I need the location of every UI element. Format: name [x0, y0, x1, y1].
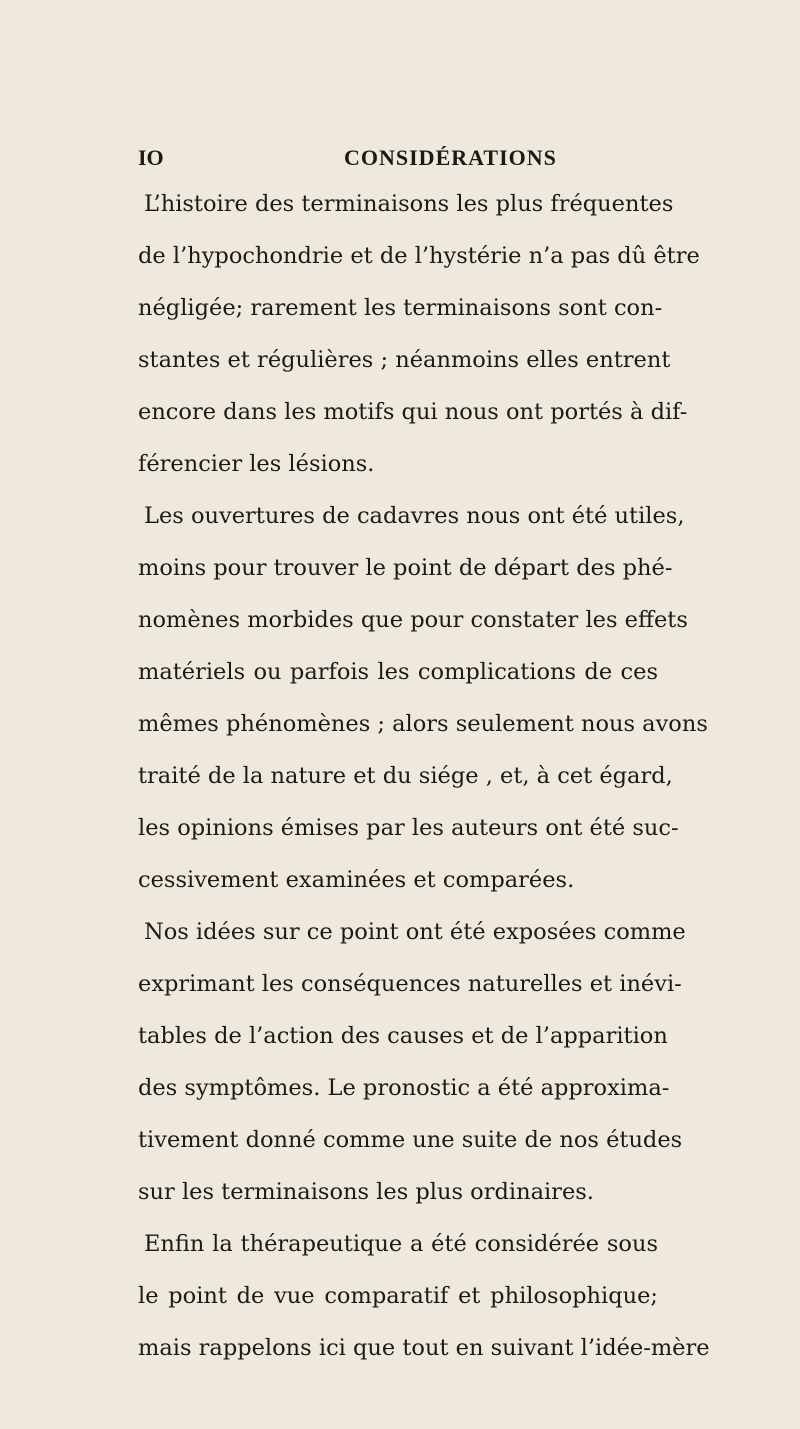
text-line: stantes et régulières ; néanmoins elles entrent: [138, 347, 671, 373]
text-line: Nos idées sur ce point ont été exposées comme: [144, 919, 686, 945]
text-line: tables de l’action des causes et de l’apparition: [138, 1023, 668, 1049]
running-head: [138, 145, 658, 175]
text-line: mais rappelons ici que tout en suivant l’idée-mère: [138, 1335, 710, 1361]
text-line: des symptômes. Le pronostic a été approxima-: [138, 1075, 670, 1101]
body-text: [138, 178, 710, 1374]
text-line: exprimant les conséquences naturelles et inévi-: [138, 971, 682, 997]
running-title: CONSIDÉRATIONS: [344, 145, 557, 170]
text-line: nomènes morbides que pour constater les effets: [138, 607, 688, 633]
text-line: moins pour trouver le point de départ des phé-: [138, 555, 673, 581]
text-line: encore dans les motifs qui nous ont portés à dif-: [138, 399, 688, 425]
text-line: tivement donné comme une suite de nos études: [138, 1127, 683, 1153]
text-line: L’histoire des terminaisons les plus fréquentes: [144, 191, 674, 217]
text-line: sur les terminaisons les plus ordinaires.: [138, 1179, 594, 1205]
text-line: négligée; rarement les terminaisons sont con-: [138, 295, 663, 321]
text-line: de l’hypochondrie et de l’hystérie n’a pas dû être: [138, 243, 700, 269]
text-line: Enfin la thérapeutique a été considérée sous: [144, 1231, 658, 1257]
text-line: matériels ou parfois les complications de ces: [138, 659, 658, 685]
text-line: mêmes phénomènes ; alors seulement nous avons: [138, 711, 708, 737]
text-line: le point de vue comparatif et philosophique;: [138, 1283, 658, 1309]
text-line: traité de la nature et du siége , et, à cet égard,: [138, 763, 673, 789]
text-line: férencier les lésions.: [138, 451, 375, 477]
text-line: cessivement examinées et comparées.: [138, 867, 575, 893]
page-number: IO: [138, 145, 164, 170]
text-line: les opinions émises par les auteurs ont été suc-: [138, 815, 679, 841]
text-line: Les ouvertures de cadavres nous ont été utiles,: [144, 503, 685, 529]
